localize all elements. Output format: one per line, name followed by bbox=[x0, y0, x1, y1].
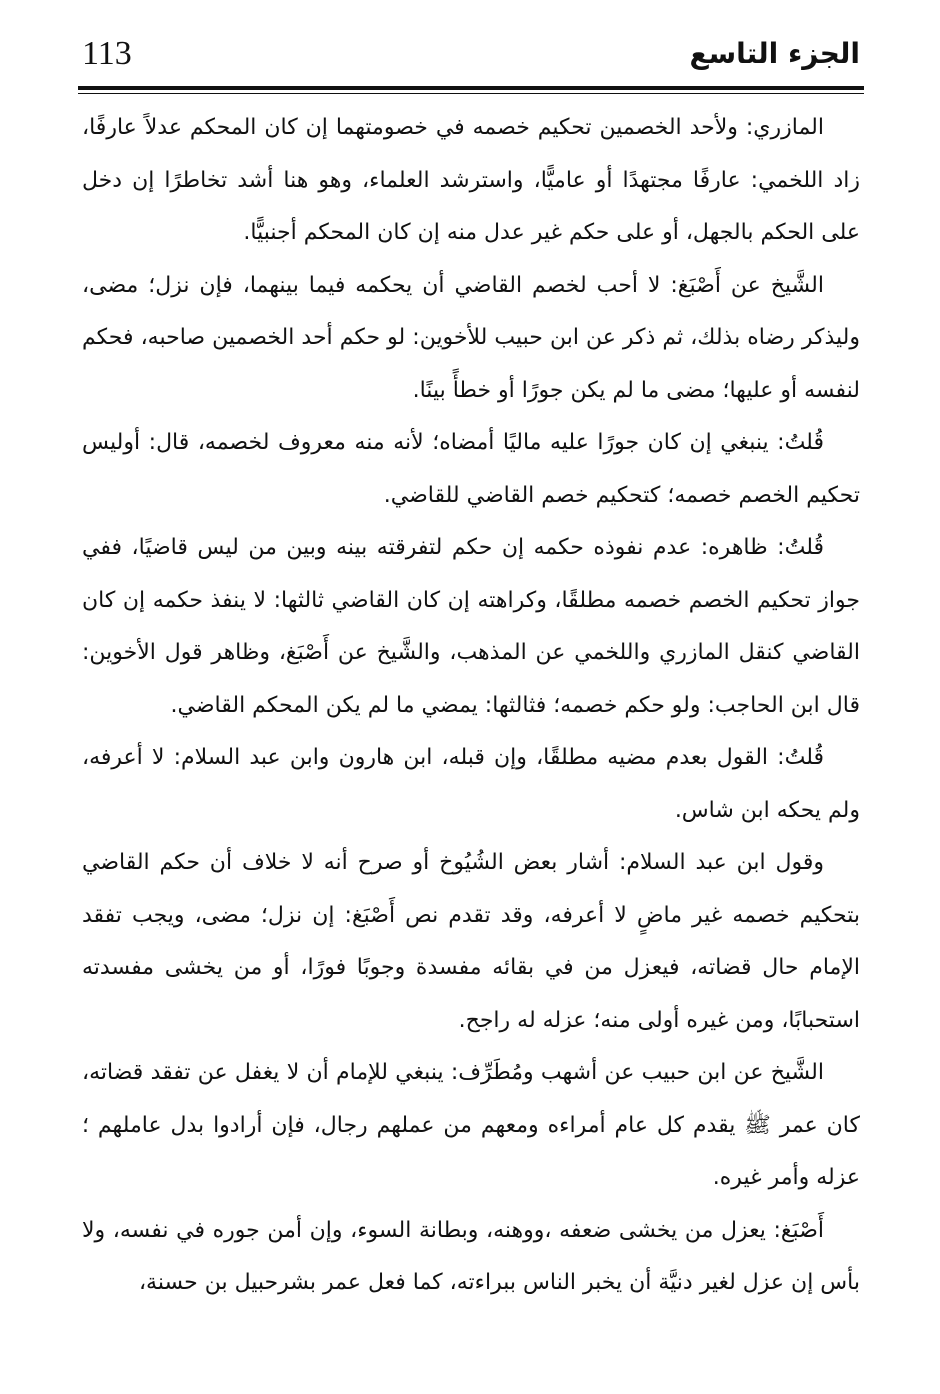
paragraph-mazari: المازري: ولأحد الخصمين تحكيم خصمه في خصومتهما إن كان المحكم عدلاً عارفًا، زاد اللخمي: عارفًا مجتهدًا أو عاميًّا، واسترشد العلماء، وهو هنا أشد تخاطرًا إن دخل على الحكم بالجهل، أو على حكم غير عدل منه إن كان المحكم أجنبيًّا. bbox=[82, 115, 860, 245]
page-number: 113 bbox=[82, 35, 132, 72]
paragraph-qultu-3: قُلتُ: القول بعدم مضيه مطلقًا، وإن قبله، ابن هارون وابن عبد السلام: لا أعرفه، ولم يحكه ابن شاس. bbox=[82, 745, 860, 823]
paragraph-qultu-1: قُلتُ: ينبغي إن كان جورًا عليه ماليًا أمضاه؛ لأنه منه معروف لخصمه، قال: أوليس تحكيم الخصم خصمه؛ كتحكيم خصم القاضي للقاضي. bbox=[82, 430, 860, 508]
running-title: الجزء التاسع bbox=[689, 37, 860, 70]
page-body bbox=[82, 102, 860, 1310]
paragraph-ibn-habib: الشَّيخ عن ابن حبيب عن أشهب ومُطَرِّف: ينبغي للإمام أن لا يغفل عن تفقد قضاته، كان عمر ﷺ يقدم كل عام أمراءه ومعهم من عملهم رجال، فإن أرادوا بدل عاملهم ؛عزله وأمر غيره. bbox=[82, 1060, 860, 1190]
header-rule-thin bbox=[78, 93, 864, 94]
header-rule-thick bbox=[78, 86, 864, 90]
paragraph-qultu-2: قُلتُ: ظاهره: عدم نفوذه حكمه إن حكم لتفرقته بينه وبين من ليس قاضيًا، ففي جواز تحكيم الخصم خصمه مطلقًا، وكراهته إن كان القاضي ثالثها: لا ينفذ حكمه إن كان القاضي كنقل المازري واللخمي عن المذهب، والشَّيخ عن أَصْبَغ، وظاهر قول الأخوين: قال ابن الحاجب: ولو حكم خصمه؛ فثالثها: يمضي ما لم يكن المحكم القاضي. bbox=[82, 535, 860, 718]
paragraph-asbagh: أَصْبَغ: يعزل من يخشى ضعفه ،ووهنه، وبطانة السوء، وإن أمن جوره في نفسه، ولا بأس إن عزل لغير دنيَّة أن يخبر الناس ببراءته، كما فعل عمر بشرحبيل بن حسنة، bbox=[82, 1217, 860, 1295]
paragraph-ibn-abd-salam: وقول ابن عبد السلام: أشار بعض الشُيُوخ أو صرح أنه لا خلاف أن حكم القاضي بتحكيم خصمه غير ماضٍ لا أعرفه، وقد تقدم نص أَصْبَغ: إن نزل؛ مضى، ويجب تفقد الإمام حال قضاته، فيعزل من في بقائه مفسدة وجوبًا فورًا، أو من يخشى مفسدته استحبابًا، ومن غيره أولى منه؛ عزله له راجح. bbox=[82, 850, 860, 1033]
paragraph-shaykh-asbagh: الشَّيخ عن أَصْبَغ: لا أحب لخصم القاضي أن يحكمه فيما بينهما، فإن نزل؛ مضى، وليذكر رضاه بذلك، ثم ذكر عن ابن حبيب للأخوين: لو حكم أحد الخصمين صاحبه، فحكم لنفسه أو عليها؛ مضى ما لم يكن جورًا أو خطأً بينًا. bbox=[82, 272, 860, 403]
